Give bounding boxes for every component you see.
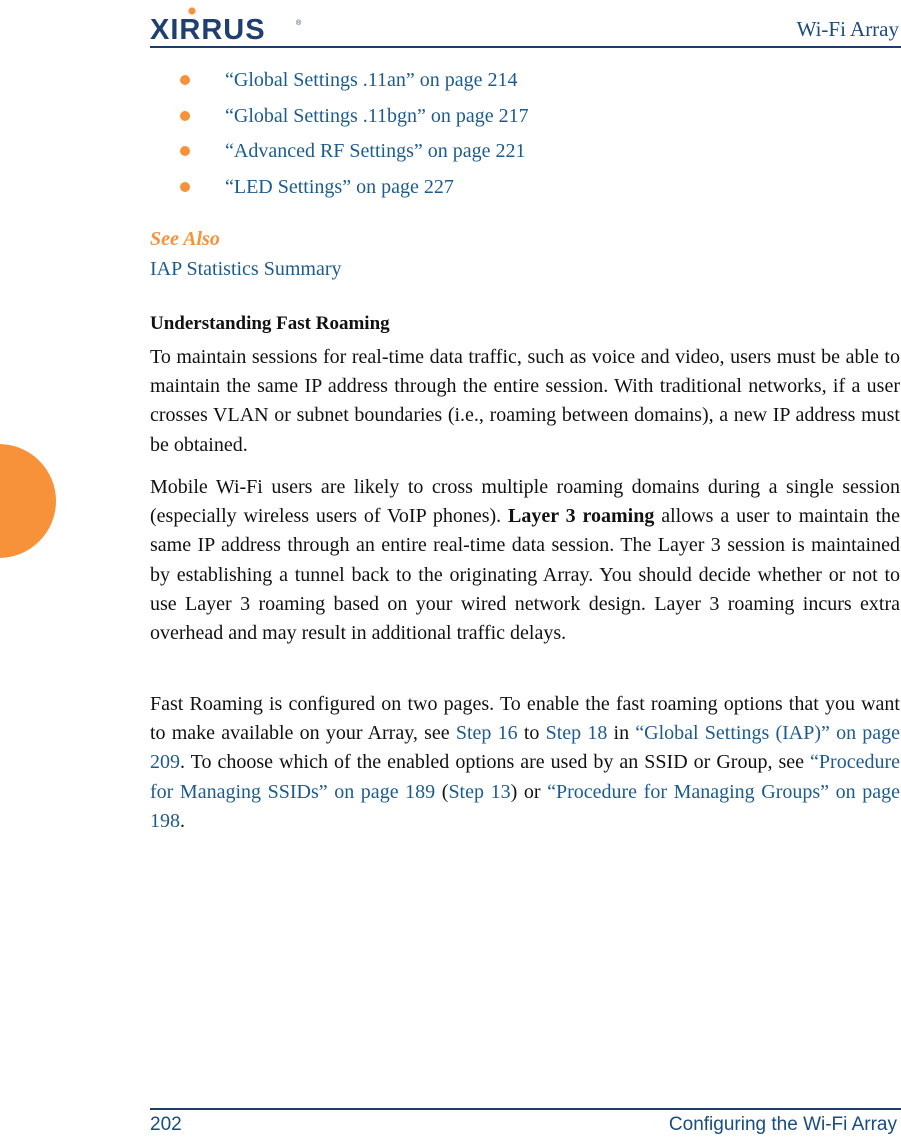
managing-ssids-link[interactable]: “Procedure for Managing SSIDs” on page 189 (150, 751, 900, 803)
text-run: Fast Roaming is configured on two pages. To enable the fast roaming options that you want to make available on your Array, see (150, 693, 900, 745)
list-item[interactable] (180, 66, 529, 102)
related-link[interactable]: “Global Settings .11bgn” on page 217 (225, 104, 529, 127)
bullet-icon (180, 146, 190, 156)
text-run: ( (435, 780, 449, 803)
text-run: Mobile Wi-Fi users are likely to cross multiple roaming domains during a single session (especially wireless users of VoIP phones). (150, 476, 900, 528)
text-run: allows a user to maintain the same IP address through an entire real-time data session. The Layer 3 session is maintained by establishing a tunnel back to the originating Array. You should decide whether or not to use Layer 3 roaming based on your wired network design. Layer 3 roaming incurs extra overhead and may result in additional traffic delays. (150, 505, 900, 645)
related-links-list (180, 66, 529, 208)
chapter-tab-marker (0, 444, 56, 558)
paragraph-2 (150, 473, 900, 648)
see-also-link[interactable]: IAP Statistics Summary (150, 258, 342, 280)
paragraph-text (150, 473, 900, 648)
header-rule (150, 46, 901, 48)
bullet-icon (180, 182, 190, 192)
related-link[interactable]: “Advanced RF Settings” on page 221 (225, 140, 526, 163)
global-settings-link[interactable]: “Global Settings (IAP)” on page 209 (150, 722, 901, 774)
section-heading: Understanding Fast Roaming (150, 313, 390, 334)
text-run: ) or (510, 780, 548, 803)
paragraph-text: To maintain sessions for real-time data traffic, such as voice and video, users must be able to maintain the same IP address through the entire session. With traditional networks, if a user crosses VLAN or subnet boundaries (i.e., roaming between domains), a new IP address must be obtained. (150, 346, 900, 456)
see-also-heading: See Also (150, 228, 220, 250)
paragraph-3 (150, 690, 900, 836)
registered-mark: ® (296, 20, 302, 27)
managing-groups-link[interactable]: “Procedure for Managing Groups” on page 198 (150, 780, 900, 832)
text-run: in (607, 722, 636, 745)
list-item[interactable] (180, 102, 529, 138)
text-run: . (180, 809, 185, 832)
list-item[interactable] (180, 173, 529, 209)
logo-wordmark: XIRRUS (150, 14, 266, 40)
xirrus-logo (150, 6, 302, 40)
bullet-icon (180, 75, 190, 85)
bullet-icon (180, 111, 190, 121)
related-link[interactable]: “LED Settings” on page 227 (225, 175, 454, 198)
text-run: to (517, 722, 546, 745)
running-header-title: Wi-Fi Array (796, 17, 899, 41)
page-number: 202 (150, 1114, 182, 1135)
bold-term: Layer 3 roaming (508, 505, 655, 528)
list-item[interactable] (180, 137, 529, 173)
step-16-link[interactable]: Step 16 (455, 722, 518, 745)
text-run: . To choose which of the enabled options are used by an SSID or Group, see (180, 751, 811, 774)
paragraph-text (150, 690, 900, 836)
step-13-link[interactable]: Step 13 (448, 780, 511, 803)
step-18-link[interactable]: Step 18 (545, 722, 608, 745)
chapter-title: Configuring the Wi-Fi Array (668, 1114, 897, 1135)
paragraph-1 (150, 343, 900, 460)
footer-rule (150, 1108, 901, 1110)
related-link[interactable]: “Global Settings .11an” on page 214 (225, 69, 518, 91)
